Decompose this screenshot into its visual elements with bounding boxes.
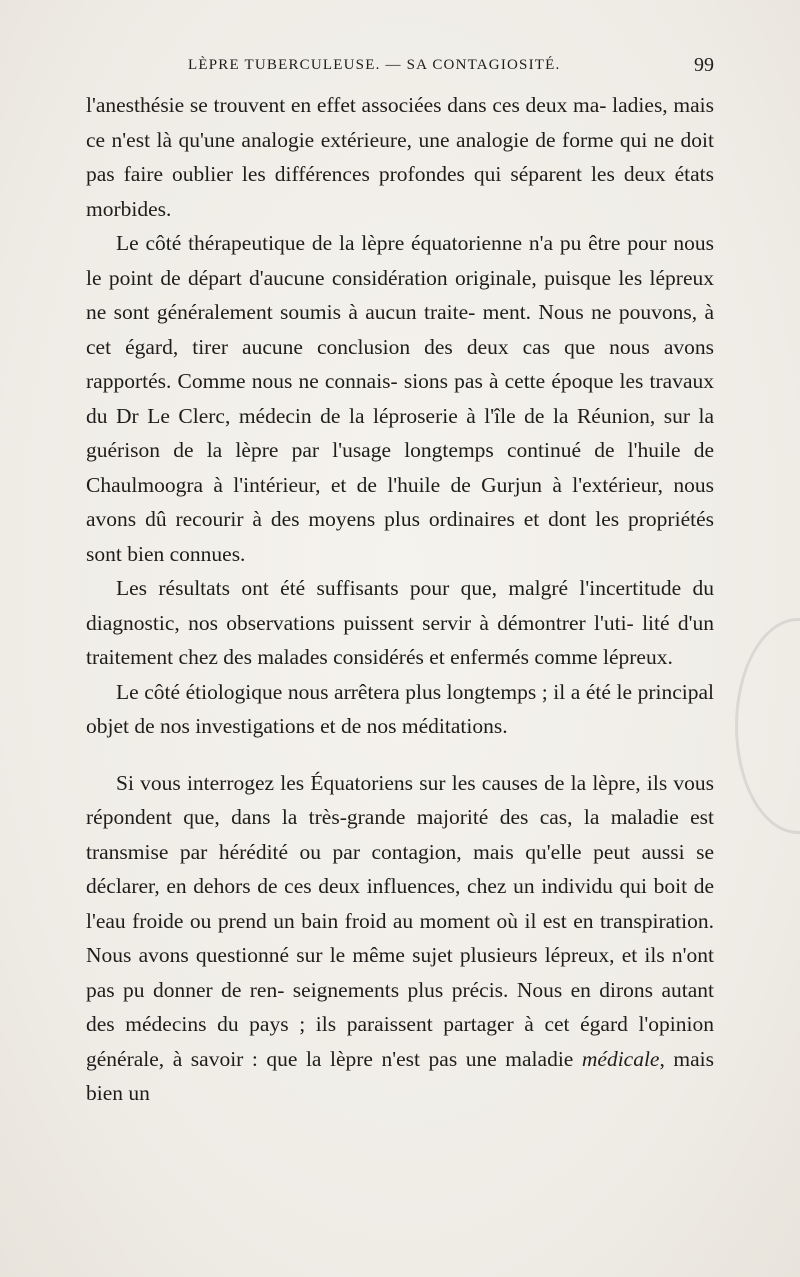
text-line: pour nous le point de départ d'aucune considération originale, bbox=[86, 231, 715, 290]
text-line: du pays ; ils paraissent partager à cet égard l'opinion générale, à bbox=[86, 1012, 715, 1071]
text-line: peut aussi se déclarer, en dehors de ces deux influences, chez bbox=[86, 839, 714, 898]
text-line: sont bien connues. bbox=[86, 541, 246, 566]
text-line: à l'intérieur, et de l'huile de Gurjun à l'extérieur, nous avons bbox=[86, 472, 715, 531]
text-line: Le côté étiologique nous arrêtera plus longtemps ; il a été le bbox=[116, 679, 633, 704]
body-text bbox=[86, 88, 714, 1111]
text-line: principal objet de nos investigations et de nos méditations. bbox=[86, 679, 714, 738]
text-line: qui séparent les deux états morbides. bbox=[86, 162, 714, 221]
text-segment: savoir : que la lèpre n'est pas une maladie bbox=[190, 1046, 582, 1071]
text-line: deux cas que nous avons rapportés. Comme nous ne connais- bbox=[86, 334, 714, 393]
text-line: ladies, mais ce n'est là qu'une analogie extérieure, une analogie bbox=[86, 93, 714, 152]
paragraph-3 bbox=[86, 571, 714, 675]
text-line: Le côté thérapeutique de la lèpre équatorienne n'a pu être bbox=[116, 231, 621, 255]
text-line: maladie est transmise par hérédité ou par contagion, mais qu'elle bbox=[86, 805, 715, 864]
text-line: lèpre par l'usage longtemps continué de l'huile de Chaulmoogra bbox=[86, 438, 714, 497]
page-number: 99 bbox=[694, 54, 714, 76]
paragraph-2 bbox=[86, 226, 714, 571]
running-title: LÈPRE TUBERCULEUSE. — SA CONTAGIOSITÉ. bbox=[188, 57, 561, 73]
text-line: seignements plus précis. Nous en dirons autant des médecins bbox=[86, 977, 714, 1036]
text-segment: , mais bien un bbox=[86, 1046, 714, 1105]
paragraph-4 bbox=[86, 675, 714, 744]
text-line: dû recourir à des moyens plus ordinaires et dont les propriétés bbox=[145, 507, 714, 531]
paragraph-1 bbox=[86, 88, 714, 226]
text-line: de forme qui ne doit pas faire oublier les différences profondes bbox=[86, 127, 714, 186]
text-line: sions pas à cette époque les travaux du Dr Le Clerc, médecin bbox=[86, 369, 714, 428]
text-line: ment. Nous ne pouvons, à cet égard, tirer aucune conclusion des bbox=[86, 300, 714, 359]
text-line: de la léproserie à l'île de la Réunion, sur la guérison de la bbox=[86, 403, 715, 462]
paragraph-5 bbox=[86, 766, 714, 1111]
text-line: même sujet plusieurs lépreux, et ils n'ont pas pu donner de ren- bbox=[86, 943, 715, 1002]
text-line: comme lépreux. bbox=[534, 645, 673, 669]
running-header bbox=[86, 54, 714, 78]
text-line: Si vous interrogez les Équatoriens sur les causes de la lèpre, bbox=[116, 770, 641, 795]
text-line: ils vous répondent que, dans la très-grande majorité des cas, la bbox=[86, 770, 715, 829]
text-line: Les résultats ont été suffisants pour que, malgré l'incertitude bbox=[116, 576, 682, 600]
text-line: un individu qui boit de l'eau froide ou prend un bain froid au bbox=[86, 874, 715, 933]
text-line: lité d'un traitement chez des malades considérés et enfermés bbox=[86, 610, 714, 669]
text-line: puisque les lépreux ne sont généralement soumis à aucun traite- bbox=[86, 265, 714, 324]
text-line: moment où il est en transpiration. Nous avons questionné sur le bbox=[86, 908, 714, 967]
text-line: du diagnostic, nos observations puissent servir à démontrer l'uti- bbox=[86, 576, 714, 635]
emphasized-word: médicale bbox=[581, 1046, 660, 1071]
library-stamp bbox=[735, 618, 800, 834]
text-line: l'anesthésie se trouvent en effet associées dans ces deux ma- bbox=[86, 93, 607, 117]
